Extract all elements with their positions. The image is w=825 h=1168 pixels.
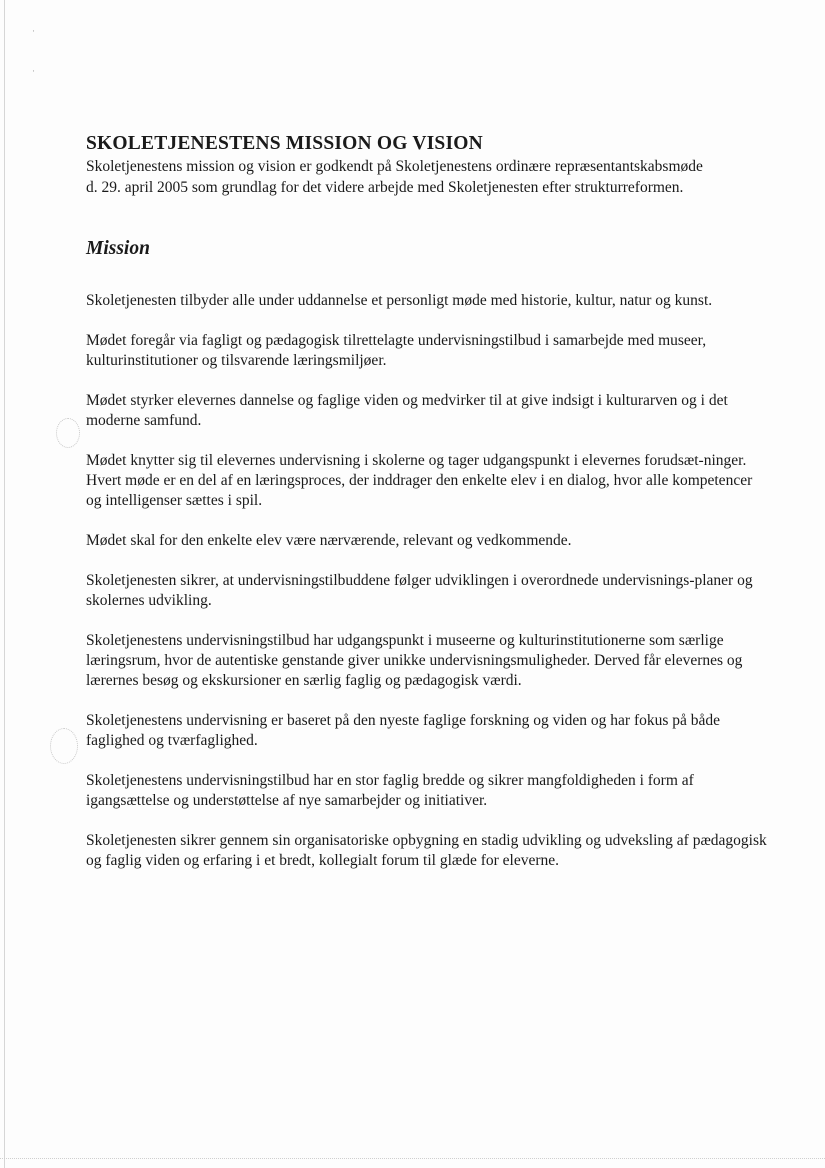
paragraph: Mødet skal for den enkelte elev være nærværende, relevant og vedkommende. bbox=[86, 532, 572, 549]
intro-text bbox=[86, 156, 776, 198]
scan-speck: · bbox=[32, 26, 35, 36]
paragraph: Mødet foregår via fagligt og pædagogisk tilrettelagte undervisningstilbud i samarbejde med museer, kulturinstitutioner og tilsvarende læringsmiljøer. bbox=[86, 332, 707, 369]
section-heading-mission: Mission bbox=[86, 238, 150, 259]
paragraph: Skoletjenesten tilbyder alle under uddannelse et personligt møde med historie, kultur, natur og kunst. bbox=[86, 292, 713, 309]
paragraph: Skoletjenestens undervisning er baseret på den nyeste faglige forskning og viden og har fokus på både faglighed og tværfaglighed. bbox=[86, 712, 721, 749]
paragraph: Skoletjenesten sikrer, at undervisningstilbuddene følger udviklingen i overordnede undervisnings-planer og skolernes udvikling. bbox=[86, 572, 753, 609]
paragraph: Mødet styrker elevernes dannelse og faglige viden og medvirker til at give indsigt i kulturarven og i det moderne samfund. bbox=[86, 392, 728, 429]
document-title: SKOLETJENESTENS MISSION OG VISION bbox=[86, 133, 483, 154]
paragraph: Skoletjenesten sikrer gennem sin organisatoriske opbygning en stadig udvikling og udveksling af pædagogisk og faglig viden og erfaring i et bredt, kollegialt forum til glæde for eleverne. bbox=[86, 832, 767, 869]
punch-hole-mark bbox=[56, 418, 80, 448]
scan-speck: · bbox=[32, 66, 35, 76]
paragraph: Mødet knytter sig til elevernes undervisning i skolerne og tager udgangspunkt i elevernes forudsæt-ninger. Hvert møde er en del af en læringsproces, der inddrager den enkelte elev i en dialog, hvor alle kompetencer og intelligenser sættes i spil. bbox=[86, 452, 753, 509]
document-body bbox=[86, 132, 776, 871]
punch-hole-mark bbox=[50, 728, 78, 764]
scan-bottom-edge bbox=[0, 1158, 825, 1160]
scan-left-edge bbox=[4, 0, 5, 1168]
intro-line: Skoletjenestens mission og vision er godkendt på Skoletjenestens ordinære repræsentantskabsmøde bbox=[86, 158, 703, 175]
paragraph: Skoletjenestens undervisningstilbud har udgangspunkt i museerne og kulturinstitutionerne som særlige læringsrum, hvor de autentiske genstande giver unikke undervisningsmuligheder. Derved får elevernes og lærernes besøg og ekskursioner en særlig faglig og pædagogisk værdi. bbox=[86, 632, 743, 689]
intro-line: d. 29. april 2005 som grundlag for det videre arbejde med Skoletjenesten efter strukturreformen. bbox=[86, 179, 684, 196]
paragraph: Skoletjenestens undervisningstilbud har en stor faglig bredde og sikrer mangfoldigheden i form af igangsættelse og understøttelse af nye samarbejder og initiativer. bbox=[86, 772, 694, 809]
